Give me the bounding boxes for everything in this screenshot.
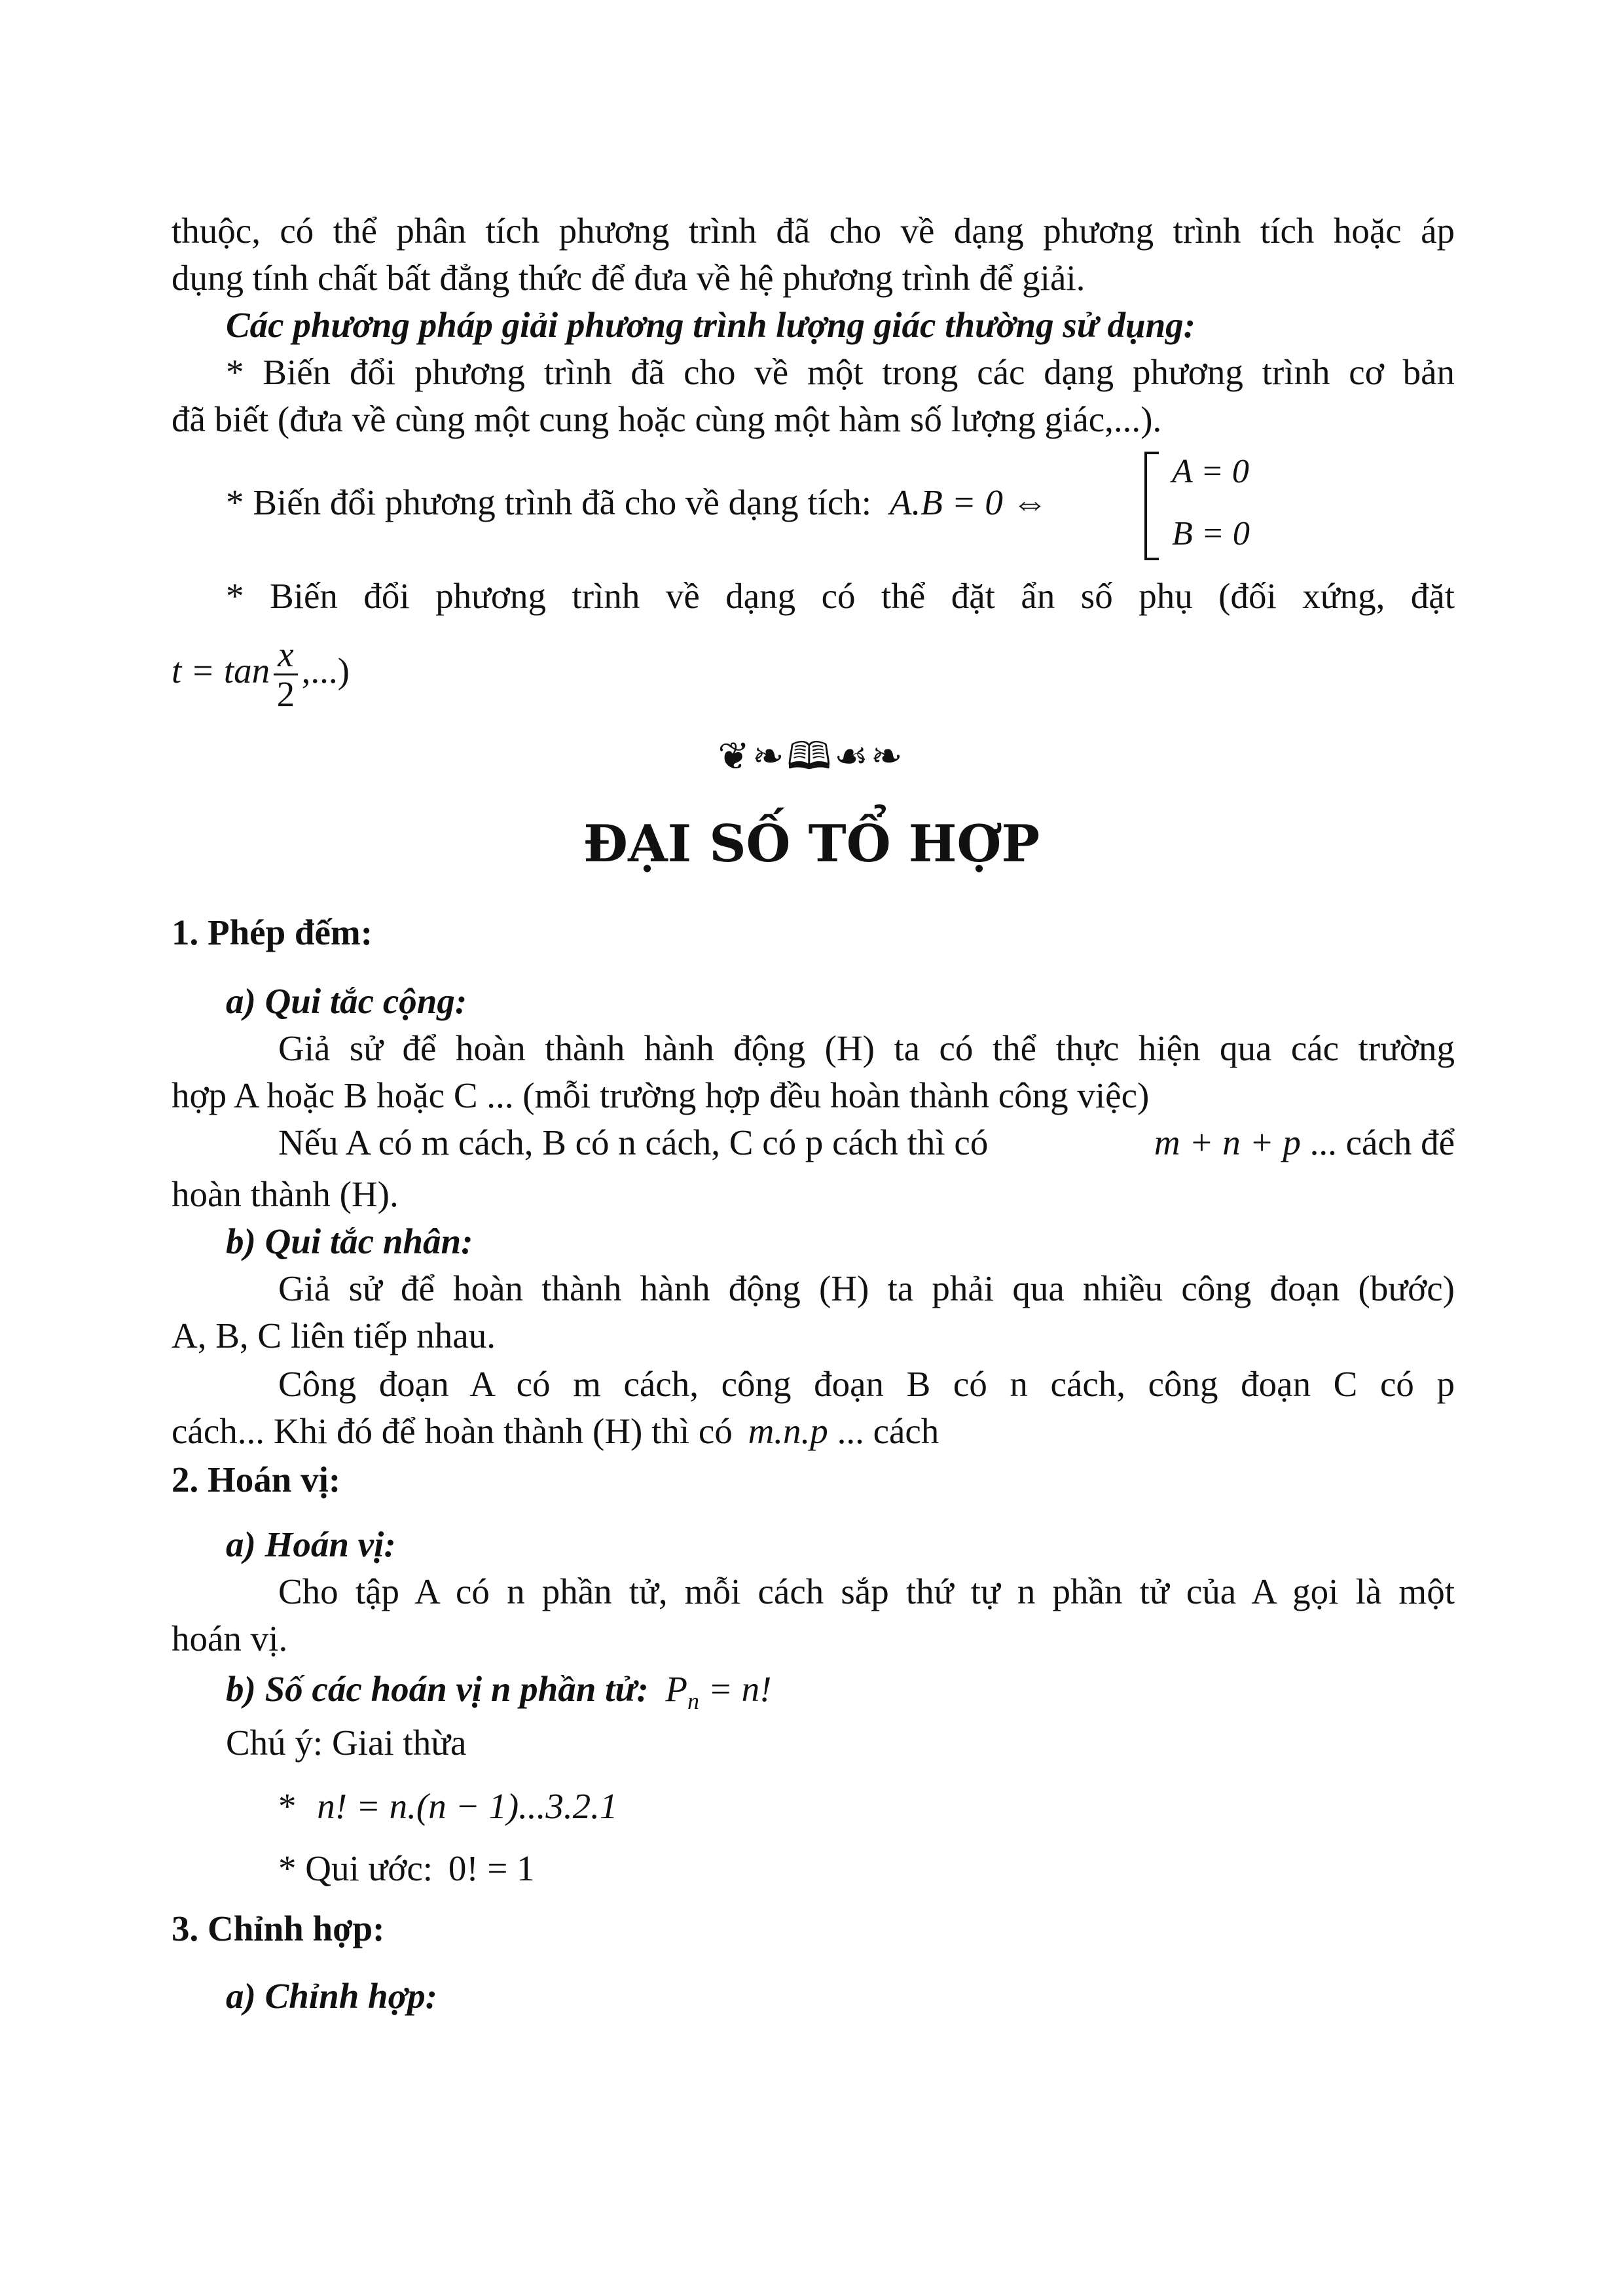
section2-note-item1-formula: n! = n.(n − 1)...3.2.1	[317, 1786, 618, 1826]
section2-heading: 2. Hoán vị:	[172, 1460, 341, 1499]
methods-item2-text: * Biến đổi phương trình đã cho về dạng tích:	[226, 482, 872, 522]
section1-a-p2-line2: hoàn thành (H).	[172, 1174, 399, 1214]
section1-b-heading: b) Qui tắc nhân:	[226, 1221, 473, 1261]
section1-a-p1-line2: hợp A hoặc B hoặc C ... (mỗi trường hợp đều hoàn thành công việc)	[172, 1075, 1150, 1115]
section2-a-line1: Cho tập A có n phần tử, mỗi cách sắp thứ tự n phần tử của A gọi là một	[278, 1571, 1455, 1611]
methods-item3-line1: * Biến đổi phương trình về dạng có thể đặt ẩn số phụ (đối xứng, đặt	[226, 576, 1455, 616]
section1-b-p2-text-left: cách... Khi đó để hoàn thành (H) thì có	[172, 1411, 733, 1451]
section2-note-item1-star: *	[278, 1786, 297, 1826]
section2-note-item1	[278, 1784, 1561, 1829]
section1-a-p1-line1: Giả sử để hoàn thành hành động (H) ta có thể thực hiện qua các trường	[278, 1028, 1455, 1068]
methods-item1-line2: đã biết (đưa về cùng một cung hoặc cùng một hàm số lượng giác,...).	[172, 399, 1162, 439]
section1-a-p2-formula: m + n + p	[1154, 1122, 1301, 1162]
intro-line-2: dụng tính chất bất đẳng thức để đưa về hệ phương trình để giải.	[172, 258, 1085, 298]
section2-b-formula-p: P	[665, 1669, 688, 1709]
formula-t-tan: t = tan	[172, 651, 270, 691]
section1-b-p1-line2: A, B, C liên tiếp nhau.	[172, 1316, 496, 1355]
section1-heading: 1. Phép đếm:	[172, 912, 373, 952]
section2-b-formula-sub: n	[687, 1688, 700, 1714]
section1-b-p2-line1: Công đoạn A có m cách, công đoạn B có n cách, công đoạn C có p	[278, 1364, 1455, 1404]
section3-a-heading: a) Chỉnh hợp:	[226, 1976, 437, 2016]
methods-item1-line1: * Biến đổi phương trình đã cho về một trong các dạng phương trình cơ bản	[226, 352, 1455, 392]
section1-b-p2-line2	[172, 1408, 1455, 1454]
fraction-numerator: x	[274, 636, 297, 675]
section1-a-p2-text-left: Nếu A có m cách, B có n cách, C có p cách thì có	[278, 1122, 989, 1162]
chapter-title: ĐẠI SỐ TỔ HỢP	[583, 814, 1040, 874]
section2-note-item2-formula: 0! = 1	[448, 1848, 535, 1888]
methods-item2-formula: A.B = 0 ⇔	[889, 482, 1048, 522]
section1-a-heading: a) Qui tắc cộng:	[226, 981, 467, 1021]
section2-b-formula-rest: = n!	[708, 1669, 772, 1709]
methods-item2	[226, 480, 1455, 526]
intro-line-1: thuộc, có thể phân tích phương trình đã cho về dạng phương trình tích hoặc áp	[172, 211, 1455, 251]
fraction-x-over-2	[274, 636, 297, 713]
section2-b-line	[226, 1666, 1455, 1724]
section2-a-heading: a) Hoán vị:	[226, 1524, 396, 1564]
system-case-2: B = 0	[1172, 515, 1250, 552]
formula-tail: ,...)	[301, 651, 350, 691]
methods-heading: Các phương pháp giải phương trình lượng giác thường sử dụng:	[226, 305, 1195, 345]
section2-a-line2: hoán vị.	[172, 1619, 288, 1659]
system-bracket	[1144, 452, 1159, 560]
section2-note-item2-text: * Qui ước:	[278, 1848, 433, 1888]
section2-b-heading: b) Số các hoán vị n phần tử:	[226, 1669, 649, 1709]
section2-note-item2	[278, 1846, 1561, 1892]
section2-note: Chú ý: Giai thừa	[226, 1723, 467, 1763]
ornament-divider: ❦❧🕮☙❧	[718, 734, 905, 778]
section1-b-p2-text-right: ... cách	[837, 1411, 939, 1451]
methods-item3-formula	[172, 632, 1455, 717]
fraction-denominator: 2	[276, 673, 295, 714]
section1-a-p2-line1	[278, 1120, 1455, 1166]
section1-a-p2-text-right: ... cách để	[1309, 1122, 1455, 1162]
system-case-1: A = 0	[1172, 453, 1249, 490]
section1-b-p1-line1: Giả sử để hoàn thành hành động (H) ta phải qua nhiều công đoạn (bước)	[278, 1268, 1455, 1308]
section1-b-p2-formula: m.n.p	[748, 1411, 828, 1451]
section3-heading: 3. Chỉnh hợp:	[172, 1909, 385, 1948]
